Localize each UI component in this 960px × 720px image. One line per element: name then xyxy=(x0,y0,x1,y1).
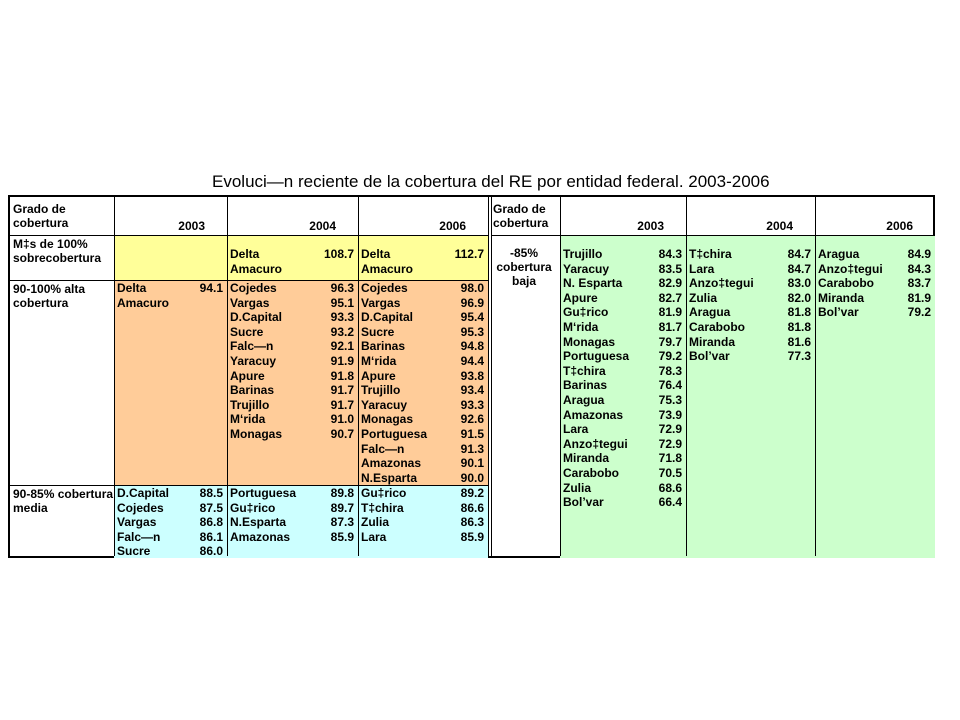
list-item xyxy=(358,296,488,311)
entity-name: D.Capital xyxy=(230,310,283,325)
entity-name: Falc—n xyxy=(230,339,274,354)
list-item xyxy=(358,398,488,413)
entity-name: Apure xyxy=(563,290,598,305)
entity-name: Barinas xyxy=(230,383,275,398)
list-item xyxy=(560,262,686,277)
entity-name: Carabobo xyxy=(689,320,746,334)
list-item xyxy=(815,305,935,320)
list-item xyxy=(114,544,227,559)
entity-name: N.Esparta xyxy=(361,470,418,485)
baja-group-label-line: baja xyxy=(511,274,536,288)
right-header-label-line: Grado de xyxy=(493,202,546,216)
row-divider xyxy=(10,280,488,281)
group-label-line: cobertura xyxy=(13,296,69,310)
entity-name: Cojedes xyxy=(230,281,277,295)
list-item xyxy=(227,296,358,311)
right-header-label-line: cobertura xyxy=(493,216,549,230)
entity-list xyxy=(227,281,358,442)
entity-value: 70.5 xyxy=(658,466,682,480)
entity-value: 91.9 xyxy=(330,354,354,368)
list-item xyxy=(227,427,358,442)
group-label xyxy=(13,237,101,265)
entity-value: 87.5 xyxy=(199,500,223,515)
list-item xyxy=(358,325,488,340)
entity-name: M‘rida xyxy=(230,412,266,427)
entity-list xyxy=(227,486,358,544)
left-header-label xyxy=(13,202,68,230)
column-divider xyxy=(227,197,228,556)
group-label-line: 90-100% alta xyxy=(13,282,86,296)
entity-value: 83.5 xyxy=(658,261,682,276)
entity-name: Anzo‡tegui xyxy=(563,436,628,451)
entity-name: Miranda xyxy=(818,290,865,305)
entity-name: N.Esparta xyxy=(230,515,287,530)
entity-value: 75.3 xyxy=(658,393,682,407)
group-label xyxy=(13,282,85,310)
entity-value: 89.2 xyxy=(460,486,484,500)
list-item xyxy=(227,310,358,325)
list-item xyxy=(358,310,488,325)
entity-value: 86.8 xyxy=(199,515,223,530)
list-item xyxy=(227,530,358,545)
list-item xyxy=(358,515,488,530)
entity-name: Delta xyxy=(230,247,260,261)
entity-list xyxy=(227,247,358,276)
entity-value: 84.7 xyxy=(787,247,811,261)
list-item xyxy=(358,486,488,501)
entity-value: 91.7 xyxy=(330,397,354,412)
list-item xyxy=(358,247,488,262)
entity-name: Carabobo xyxy=(818,276,875,291)
list-item xyxy=(560,305,686,320)
entity-value: 66.4 xyxy=(658,495,682,510)
entity-name: T‡chira xyxy=(361,500,404,515)
entity-name: Monagas xyxy=(230,427,283,441)
entity-value: 81.9 xyxy=(907,290,931,305)
entity-value: 86.0 xyxy=(199,544,223,559)
list-item xyxy=(358,369,488,384)
list-item xyxy=(358,530,488,545)
row-divider xyxy=(10,235,488,236)
entity-value: 92.1 xyxy=(330,339,354,354)
left-year-2004: 2004 xyxy=(309,219,336,233)
list-item xyxy=(227,262,358,277)
entity-name: Amazonas xyxy=(361,456,422,471)
list-item xyxy=(560,378,686,393)
list-item xyxy=(560,481,686,496)
entity-value: 89.7 xyxy=(330,500,354,515)
list-item xyxy=(114,530,227,545)
entity-value: 93.8 xyxy=(460,368,484,383)
entity-name: Gu‡rico xyxy=(230,500,276,515)
entity-name: Zulia xyxy=(361,515,390,530)
list-item xyxy=(227,412,358,427)
entity-value: 84.3 xyxy=(907,261,931,276)
entity-value: 72.9 xyxy=(658,422,682,437)
entity-name: Amazonas xyxy=(563,407,624,422)
entity-value: 112.7 xyxy=(454,247,484,261)
entity-value: 72.9 xyxy=(658,436,682,451)
entity-value: 93.3 xyxy=(460,397,484,412)
list-item xyxy=(815,291,935,306)
left-year-2006: 2006 xyxy=(439,219,466,233)
entity-name: Portuguesa xyxy=(361,427,428,441)
right-year-2004: 2004 xyxy=(766,219,793,233)
list-item xyxy=(114,515,227,530)
entity-name: D.Capital xyxy=(117,486,170,500)
entity-list xyxy=(358,247,488,276)
entity-value: 91.3 xyxy=(460,441,484,456)
entity-name: Cojedes xyxy=(361,281,408,295)
entity-name: Amacuro xyxy=(230,261,283,276)
list-item xyxy=(560,276,686,291)
entity-name: Anzo‡tegui xyxy=(818,261,883,276)
list-item xyxy=(560,422,686,437)
list-item xyxy=(227,398,358,413)
entity-value: 91.8 xyxy=(330,368,354,383)
list-item xyxy=(560,320,686,335)
group-label-line: sobrecobertura xyxy=(13,251,102,265)
column-divider xyxy=(114,197,115,556)
row-divider xyxy=(491,235,935,236)
entity-value: 81.6 xyxy=(787,334,811,349)
list-item xyxy=(227,369,358,384)
entity-name: Monagas xyxy=(563,334,616,349)
entity-value: 77.3 xyxy=(787,349,811,364)
entity-name: Trujillo xyxy=(361,383,401,398)
entity-name: Sucre xyxy=(361,324,395,339)
entity-name: Vargas xyxy=(230,295,270,310)
entity-name: Carabobo xyxy=(563,466,620,480)
entity-name: Delta xyxy=(361,247,391,261)
entity-name: Vargas xyxy=(117,515,157,530)
coverage-table xyxy=(8,195,935,558)
right-year-2003: 2003 xyxy=(637,219,664,233)
entity-value: 79.2 xyxy=(658,349,682,364)
entity-value: 90.7 xyxy=(330,427,354,441)
entity-value: 98.0 xyxy=(460,281,484,295)
entity-value: 79.7 xyxy=(658,334,682,349)
entity-value: 95.4 xyxy=(460,310,484,325)
entity-value: 79.2 xyxy=(907,305,931,320)
entity-name: Lara xyxy=(563,422,589,437)
entity-name: Falc—n xyxy=(361,441,405,456)
entity-name: D.Capital xyxy=(361,310,414,325)
list-item xyxy=(560,349,686,364)
baja-group-label-line: cobertura xyxy=(496,260,552,274)
table-title: Evoluci—n reciente de la cobertura del RE por entidad federal. 2003-2006 xyxy=(212,172,770,191)
entity-value: 91.7 xyxy=(330,383,354,398)
entity-value: 90.0 xyxy=(460,470,484,485)
column-divider xyxy=(560,197,561,556)
entity-value: 76.4 xyxy=(658,378,682,393)
entity-name: Cojedes xyxy=(117,500,164,515)
entity-name: Sucre xyxy=(117,544,151,559)
entity-value: 88.5 xyxy=(199,486,223,500)
entity-value: 93.3 xyxy=(330,310,354,325)
list-item xyxy=(358,471,488,486)
entity-value: 89.8 xyxy=(330,486,354,500)
entity-name: Vargas xyxy=(361,295,401,310)
list-item xyxy=(560,247,686,262)
list-item xyxy=(358,383,488,398)
entity-name: Apure xyxy=(230,368,265,383)
entity-name: Yaracuy xyxy=(230,354,277,368)
entity-name: Anzo‡tegui xyxy=(689,276,754,291)
entity-value: 86.1 xyxy=(199,529,223,544)
entity-name: Zulia xyxy=(689,290,718,305)
entity-list xyxy=(686,247,815,364)
entity-name: Bol’var xyxy=(818,305,859,320)
entity-name: Delta xyxy=(117,281,147,295)
entity-value: 96.9 xyxy=(460,295,484,310)
entity-list xyxy=(358,281,488,485)
entity-name: Trujillo xyxy=(563,247,603,261)
entity-value: 71.8 xyxy=(658,451,682,466)
list-item xyxy=(686,276,815,291)
list-item xyxy=(358,281,488,296)
list-item xyxy=(227,515,358,530)
entity-name: Bol’var xyxy=(689,349,730,364)
list-item xyxy=(560,466,686,481)
list-item xyxy=(358,442,488,457)
entity-name: N. Esparta xyxy=(563,276,623,291)
entity-value: 82.0 xyxy=(787,290,811,305)
entity-name: Lara xyxy=(689,261,715,276)
column-divider xyxy=(686,197,687,556)
half-divider xyxy=(488,197,489,556)
list-item xyxy=(686,335,815,350)
list-item xyxy=(686,320,815,335)
list-item xyxy=(686,305,815,320)
entity-value: 78.3 xyxy=(658,363,682,378)
list-item xyxy=(560,437,686,452)
list-item xyxy=(358,427,488,442)
column-divider xyxy=(358,197,359,556)
entity-name: Aragua xyxy=(818,247,860,261)
entity-name: Zulia xyxy=(563,480,592,495)
list-item xyxy=(560,495,686,510)
entity-list xyxy=(815,247,935,320)
entity-name: Lara xyxy=(361,529,387,544)
list-item xyxy=(227,354,358,369)
entity-value: 94.4 xyxy=(460,354,484,368)
list-item xyxy=(114,281,227,296)
entity-value: 91.5 xyxy=(460,427,484,441)
entity-value: 84.9 xyxy=(907,247,931,261)
group-label-line: 90-85% cobertura xyxy=(13,487,114,501)
entity-name: Miranda xyxy=(689,334,736,349)
list-item xyxy=(358,262,488,277)
list-item xyxy=(686,262,815,277)
column-divider xyxy=(815,197,816,556)
list-item xyxy=(358,501,488,516)
entity-value: 94.1 xyxy=(199,281,223,295)
entity-value: 81.8 xyxy=(787,305,811,320)
entity-value: 81.9 xyxy=(658,305,682,320)
entity-value: 73.9 xyxy=(658,407,682,422)
entity-value: 82.9 xyxy=(658,276,682,291)
right-header-label xyxy=(493,202,548,230)
entity-name: Sucre xyxy=(230,324,264,339)
entity-value: 86.3 xyxy=(460,515,484,530)
entity-name: Apure xyxy=(361,368,396,383)
list-item xyxy=(358,354,488,369)
list-item xyxy=(686,247,815,262)
entity-name: Amacuro xyxy=(361,261,414,276)
entity-name: Portuguesa xyxy=(563,349,630,364)
baja-group-label-line: -85% xyxy=(509,246,538,260)
entity-value: 81.7 xyxy=(658,320,682,334)
entity-value: 85.9 xyxy=(330,529,354,544)
group-label xyxy=(13,487,113,515)
entity-name: Portuguesa xyxy=(230,486,297,500)
list-item xyxy=(114,296,227,311)
list-item xyxy=(815,276,935,291)
entity-value: 96.3 xyxy=(330,281,354,295)
list-item xyxy=(227,281,358,296)
entity-name: Gu‡rico xyxy=(361,486,407,500)
list-item xyxy=(227,247,358,262)
entity-name: Gu‡rico xyxy=(563,305,609,320)
entity-value: 108.7 xyxy=(323,247,354,261)
list-item xyxy=(358,456,488,471)
group-label-line: media xyxy=(13,501,48,515)
list-item xyxy=(227,383,358,398)
half-divider xyxy=(491,197,492,556)
list-item xyxy=(227,486,358,501)
entity-value: 91.0 xyxy=(330,412,354,427)
entity-name: M‘rida xyxy=(361,354,397,368)
list-item xyxy=(358,339,488,354)
entity-value: 86.6 xyxy=(460,500,484,515)
entity-name: Amazonas xyxy=(230,529,291,544)
list-item xyxy=(686,291,815,306)
entity-value: 84.7 xyxy=(787,261,811,276)
list-item xyxy=(114,501,227,516)
list-item xyxy=(114,486,227,501)
entity-name: Bol’var xyxy=(563,495,604,510)
entity-name: Yaracuy xyxy=(361,397,408,412)
entity-value: 90.1 xyxy=(460,456,484,471)
list-item xyxy=(686,349,815,364)
list-item xyxy=(560,335,686,350)
list-item xyxy=(560,393,686,408)
entity-value: 87.3 xyxy=(330,515,354,530)
list-item xyxy=(815,262,935,277)
entity-value: 93.4 xyxy=(460,383,484,398)
entity-value: 83.0 xyxy=(787,276,811,291)
left-header-label-line: Grado de xyxy=(13,202,66,216)
entity-value: 93.2 xyxy=(330,324,354,339)
entity-value: 95.3 xyxy=(460,324,484,339)
entity-value: 92.6 xyxy=(460,412,484,427)
list-item xyxy=(560,408,686,423)
entity-name: T‡chira xyxy=(563,363,606,378)
entity-value: 94.8 xyxy=(460,339,484,354)
entity-name: Miranda xyxy=(563,451,610,466)
entity-name: Barinas xyxy=(361,339,406,354)
left-header-label-line: cobertura xyxy=(13,216,69,230)
entity-list xyxy=(114,486,227,559)
list-item xyxy=(560,451,686,466)
entity-list xyxy=(560,247,686,510)
left-year-2003: 2003 xyxy=(178,219,205,233)
right-year-2006: 2006 xyxy=(886,219,913,233)
entity-name: Trujillo xyxy=(230,397,270,412)
entity-name: Aragua xyxy=(689,305,731,320)
entity-list xyxy=(358,486,488,544)
list-item xyxy=(815,247,935,262)
entity-name: Falc—n xyxy=(117,529,161,544)
list-item xyxy=(227,339,358,354)
entity-name: Monagas xyxy=(361,412,414,427)
entity-value: 85.9 xyxy=(460,529,484,544)
baja-group-label xyxy=(488,246,560,288)
entity-value: 68.6 xyxy=(658,480,682,495)
entity-value: 83.7 xyxy=(907,276,931,291)
entity-name: T‡chira xyxy=(689,247,732,261)
entity-name: M‘rida xyxy=(563,320,599,334)
list-item xyxy=(560,291,686,306)
entity-name: Amacuro xyxy=(117,295,170,310)
entity-name: Barinas xyxy=(563,378,608,393)
row-divider xyxy=(10,485,488,486)
entity-value: 95.1 xyxy=(330,295,354,310)
entity-value: 82.7 xyxy=(658,290,682,305)
entity-value: 84.3 xyxy=(658,247,682,261)
list-item xyxy=(227,501,358,516)
list-item xyxy=(358,412,488,427)
entity-name: Yaracuy xyxy=(563,261,610,276)
entity-name: Aragua xyxy=(563,393,605,407)
group-label-line: M‡s de 100% xyxy=(13,237,88,251)
list-item xyxy=(560,364,686,379)
entity-value: 81.8 xyxy=(787,320,811,334)
list-item xyxy=(227,325,358,340)
entity-list xyxy=(114,281,227,310)
